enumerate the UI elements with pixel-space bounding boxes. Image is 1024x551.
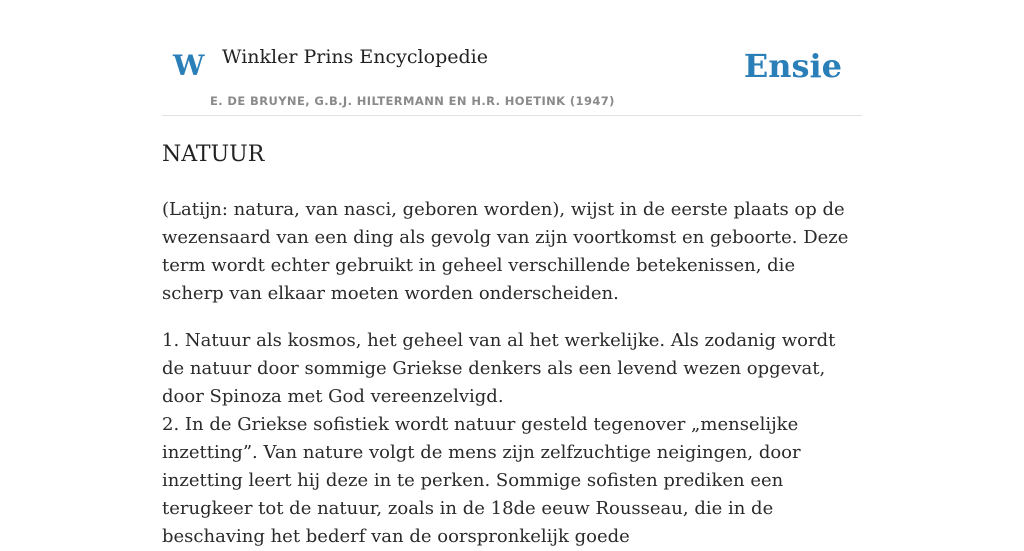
article-intro: (Latijn: natura, van nasci, geboren worden), wijst in de eerste plaats op de wezensaard van een ding als gevolg van zijn voortkomst en geboorte. Deze term wordt echter gebruikt in geheel verschillende betekenissen, die scherp van elkaar moeten worden onderscheiden. xyxy=(162,199,849,304)
article-item-2: 2. In de Griekse sofistiek wordt natuur gesteld tegenover „menselijke inzetting”. Van nature volgt de mens zijn zelfzuchtige neigingen, door inzetting leert hij deze in te perken. Sommige sofisten prediken een terugkeer tot de natuur, zoals in de 18de eeuw Rousseau, die in de beschaving het bederf van de oorspronkelijk goede xyxy=(162,414,801,547)
article-title: NATUUR xyxy=(162,142,265,167)
article-item-1: 1. Natuur als kosmos, het geheel van al het werkelijke. Als zodanig wordt de natuur door sommige Griekse denkers als een levend wezen opgevat, door Spinoza met God vereenzelvigd. xyxy=(162,330,836,407)
authors-line: E. DE BRUYNE, G.B.J. HILTERMANN EN H.R. HOETINK (1947) xyxy=(210,94,615,108)
winkler-prins-logo[interactable]: W xyxy=(173,49,205,82)
ensie-brand-logo[interactable]: Ensie xyxy=(743,47,842,85)
site-header xyxy=(162,40,862,116)
site-title-link[interactable]: Winkler Prins Encyclopedie xyxy=(222,46,488,68)
article-body xyxy=(162,138,862,551)
